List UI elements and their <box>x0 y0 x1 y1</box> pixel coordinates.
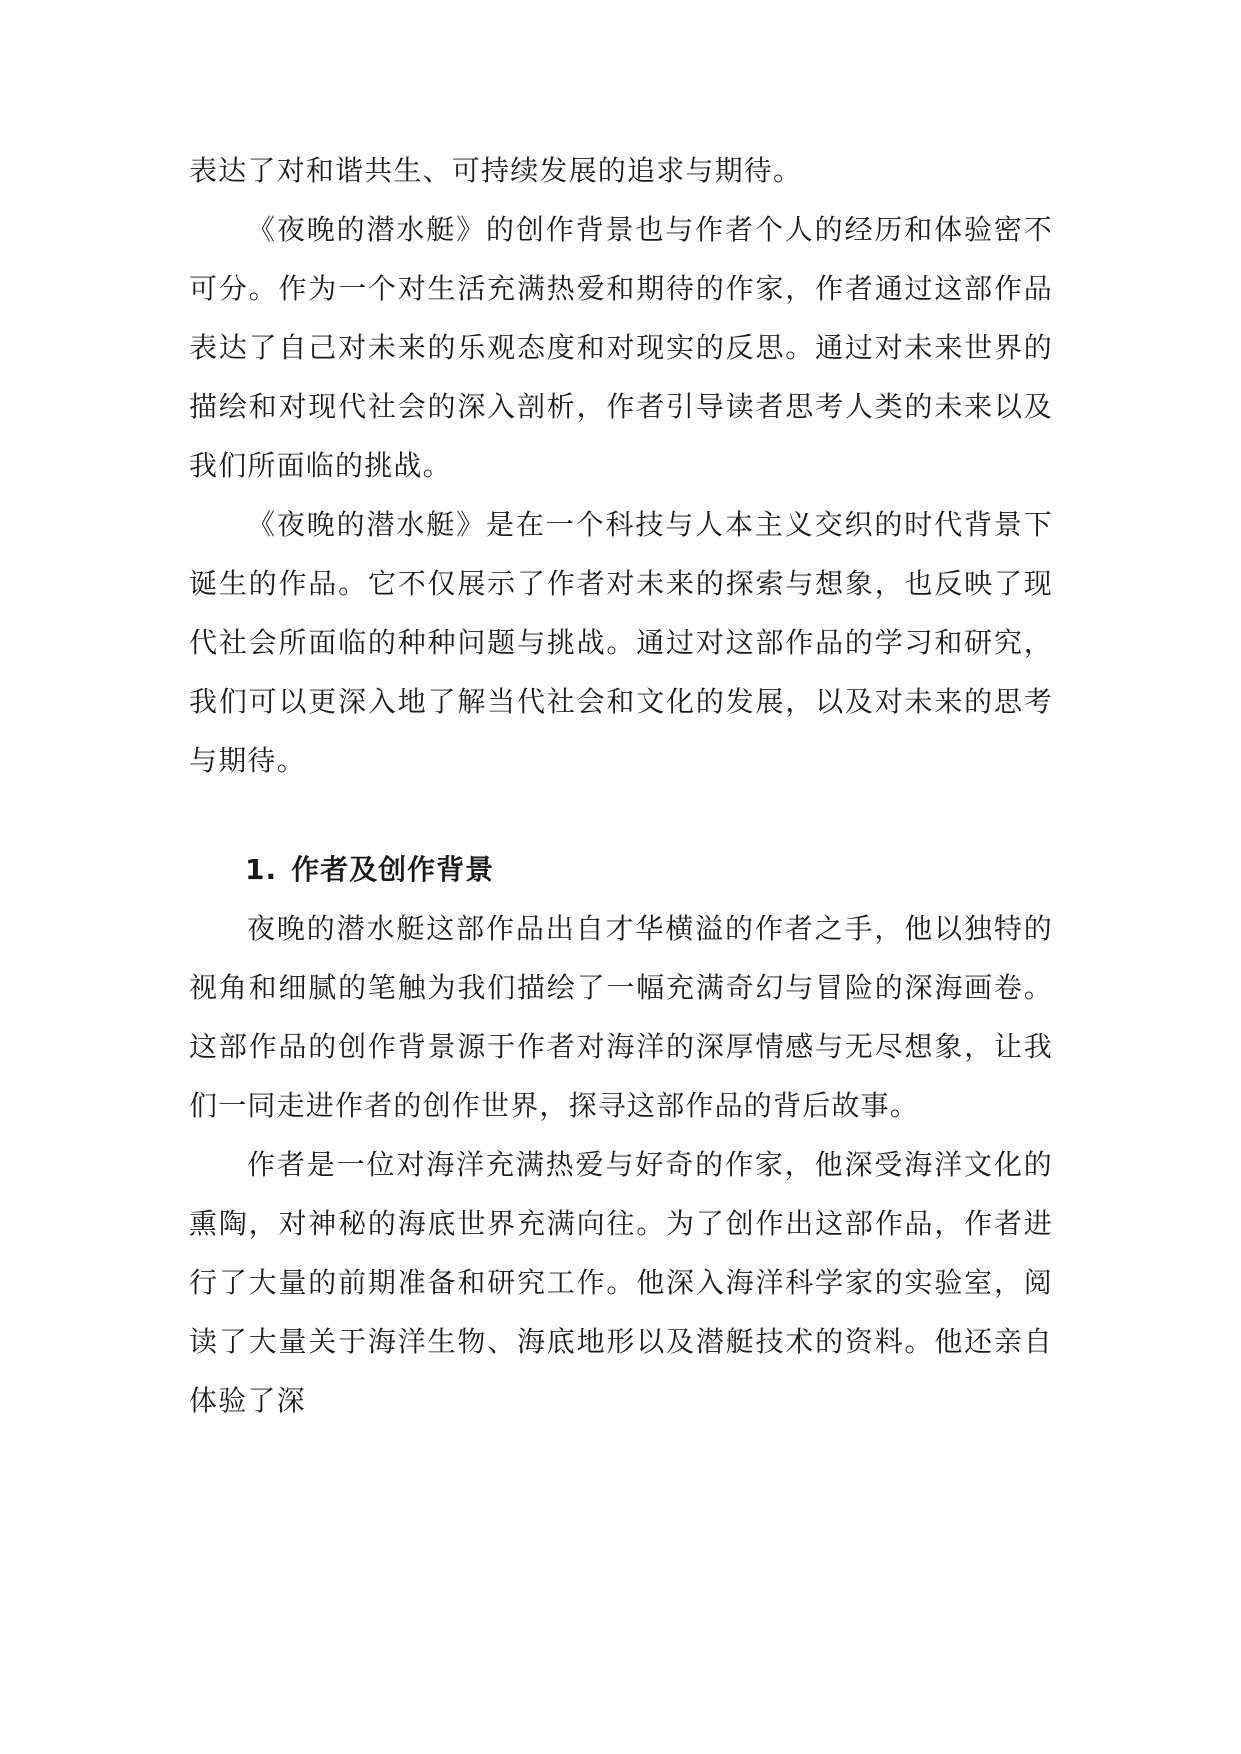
paragraph-author-research: 作者是一位对海洋充满热爱与好奇的作家，他深受海洋文化的熏陶，对神秘的海底世界充满向往。为了创作出这部作品，作者进行了大量的前期准备和研究工作。他深入海洋科学家的实验室，阅读了大量关于海洋生物、海底地形以及潜艇技术的资料。他还亲自体验了深 <box>189 1148 1053 1417</box>
paragraph-author-intro: 夜晚的潜水艇这部作品出自才华横溢的作者之手，他以独特的视角和细腻的笔触为我们描绘了一幅充满奇幻与冒险的深海画卷。这部作品的创作背景源于作者对海洋的深厚情感与无尽想象，让我们一同走进作者的创作世界，探寻这部作品的背后故事。 <box>189 912 1053 1122</box>
section-number: 1. <box>245 853 278 886</box>
paragraph-creation-background: 《夜晚的潜水艇》的创作背景也与作者个人的经历和体验密不可分。作为一个对生活充满热爱和期待的作家，作者通过这部作品表达了自己对未来的乐观态度和对现实的反思。通过对未来世界的描绘和对现代社会的深入剖析，作者引导读者思考人类的未来以及我们所面临的挑战。 <box>189 213 1053 482</box>
section-title: 作者及创作背景 <box>291 853 495 886</box>
document-body <box>189 141 1053 1430</box>
section-heading <box>189 840 1053 899</box>
paragraph-continuation: 表达了对和谐共生、可持续发展的追求与期待。 <box>189 154 803 187</box>
paragraph-era-background: 《夜晚的潜水艇》是在一个科技与人本主义交织的时代背景下诞生的作品。它不仅展示了作者对未来的探索与想象，也反映了现代社会所面临的种种问题与挑战。通过对这部作品的学习和研究，我们可以更深入地了解当代社会和文化的发展，以及对未来的思考与期待。 <box>189 508 1053 777</box>
